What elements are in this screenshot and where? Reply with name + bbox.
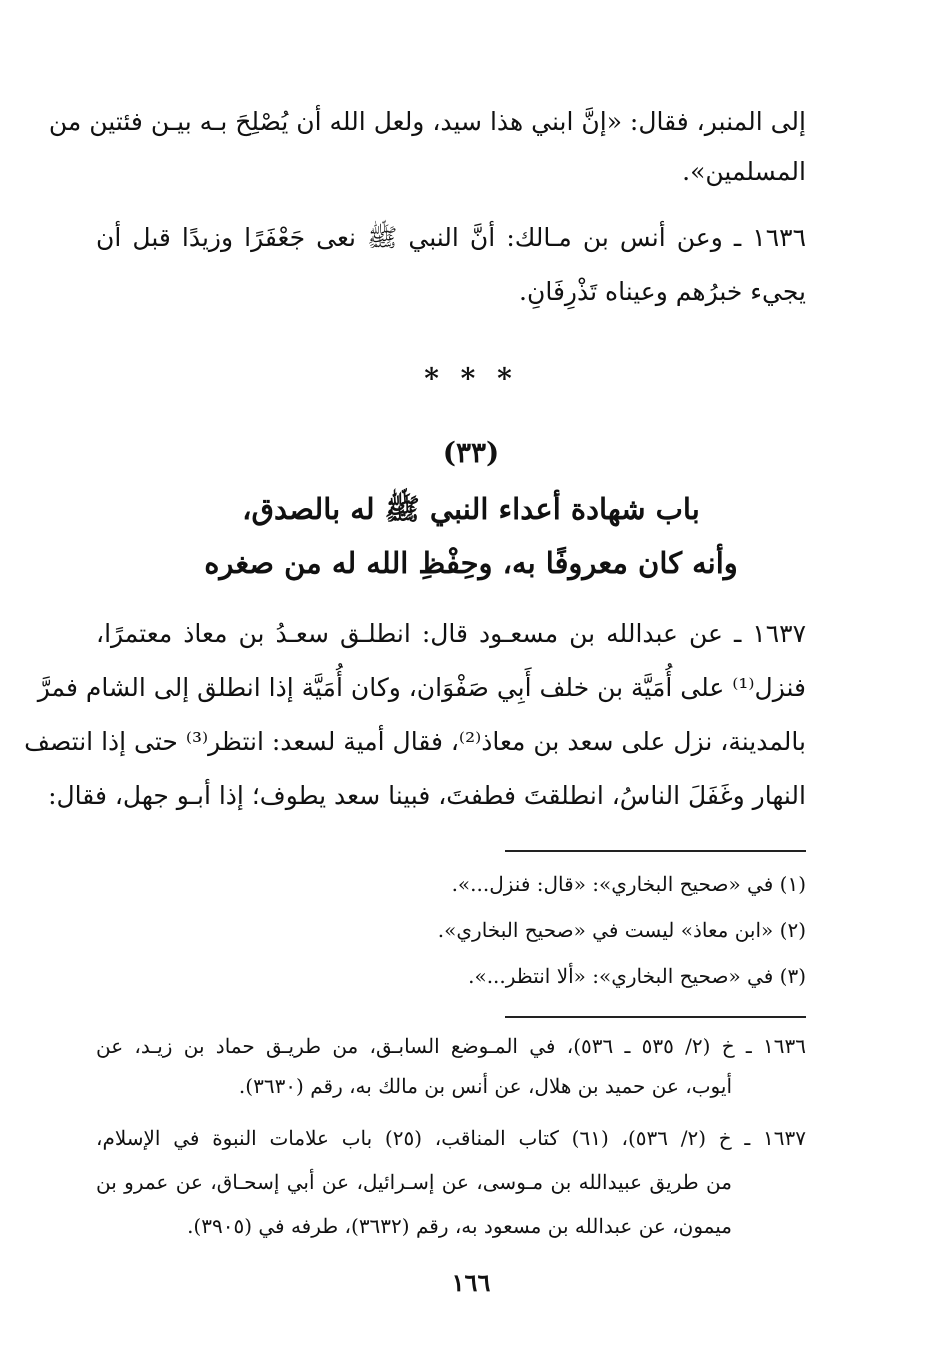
source-1636-line: ١٦٣٦ ـ خ (٢/ ٥٣٥ ـ ٥٣٦)، في المـوضع السابـق، من طريـق حماد بن زيـد، عن bbox=[96, 1034, 806, 1058]
chapter-number: (٣٣) bbox=[442, 436, 500, 469]
hadith-1636-line: ١٦٣٦ ـ وعن أنس بن مـالك: أنَّ النبي ﷺ نعى جَعْفَرًا وزيدًا قبل أن bbox=[96, 223, 806, 252]
chapter-title-line1: باب شهادة أعداء النبي ﷺ له بالصدق، bbox=[242, 492, 700, 526]
source-1637-line: من طريق عبيدالله بن مـوسى، عن إسـرائيل، عن أبي إسحـاق، عن عمرو بن bbox=[96, 1170, 732, 1194]
source-1636-line: أيوب، عن حميد بن هلال، عن أنس بن مالك به، رقم (٣٦٣٠). bbox=[238, 1074, 732, 1098]
text-line: المسلمين». bbox=[682, 157, 806, 186]
hadith-1637-line: بالمدينة، نزل على سعد بن معاذ⁽²⁾، فقال أمية لسعد: انتظر⁽³⁾ حتى إذا انتصف bbox=[24, 727, 806, 756]
page-number: ١٦٦ bbox=[451, 1268, 491, 1297]
footnote-1: (١) في «صحيح البخاري»: «قال: فنزل...». bbox=[451, 872, 806, 896]
footnote-divider bbox=[505, 850, 806, 852]
hadith-1636-line: يجيء خبرُهم وعيناه تَذْرِفَانِ. bbox=[519, 277, 806, 306]
footnote-3: (٣) في «صحيح البخاري»: «ألا انتظر...». bbox=[468, 964, 806, 988]
section-separator: * * * bbox=[424, 362, 518, 395]
source-1637-line: ١٦٣٧ ـ خ (٢/ ٥٣٦)، (٦١) كتاب المناقب، (٢٥) باب علامات النبوة في الإسلام، bbox=[96, 1126, 806, 1150]
text-line: إلى المنبر، فقال: «إنَّ ابني هذا سيد، ولعل الله أن يُصْلِحَ بـه بيـن فئتين من bbox=[48, 107, 806, 136]
source-1637-line: ميمون، عن عبدالله بن مسعود به، رقم (٣٦٣٢)، طرفه في (٣٩٠٥). bbox=[187, 1214, 732, 1238]
hadith-1637-line: النهار وغَفَلَ الناسُ، انطلقتَ فطفتَ، فبينا سعد يطوف؛ إذا أبـو جهل، فقال: bbox=[48, 781, 806, 810]
sources-divider bbox=[505, 1016, 806, 1018]
hadith-1637-line: ١٦٣٧ ـ عن عبدالله بن مسعـود قال: انطلـق سعـدُ بن معاذ معتمرًا، bbox=[96, 619, 806, 648]
footnote-2: (٢) «ابن معاذ» ليست في «صحيح البخاري». bbox=[437, 918, 806, 942]
chapter-title-line2: وأنه كان معروفًا به، وحِفْظِ الله له من صغره bbox=[204, 546, 738, 580]
hadith-1637-line: فنزل⁽¹⁾ على أُمَيَّة بن خلف أَبِي صَفْوَان، وكان أُمَيَّة إذا انطلق إلى الشام فمرَّ bbox=[37, 673, 806, 702]
